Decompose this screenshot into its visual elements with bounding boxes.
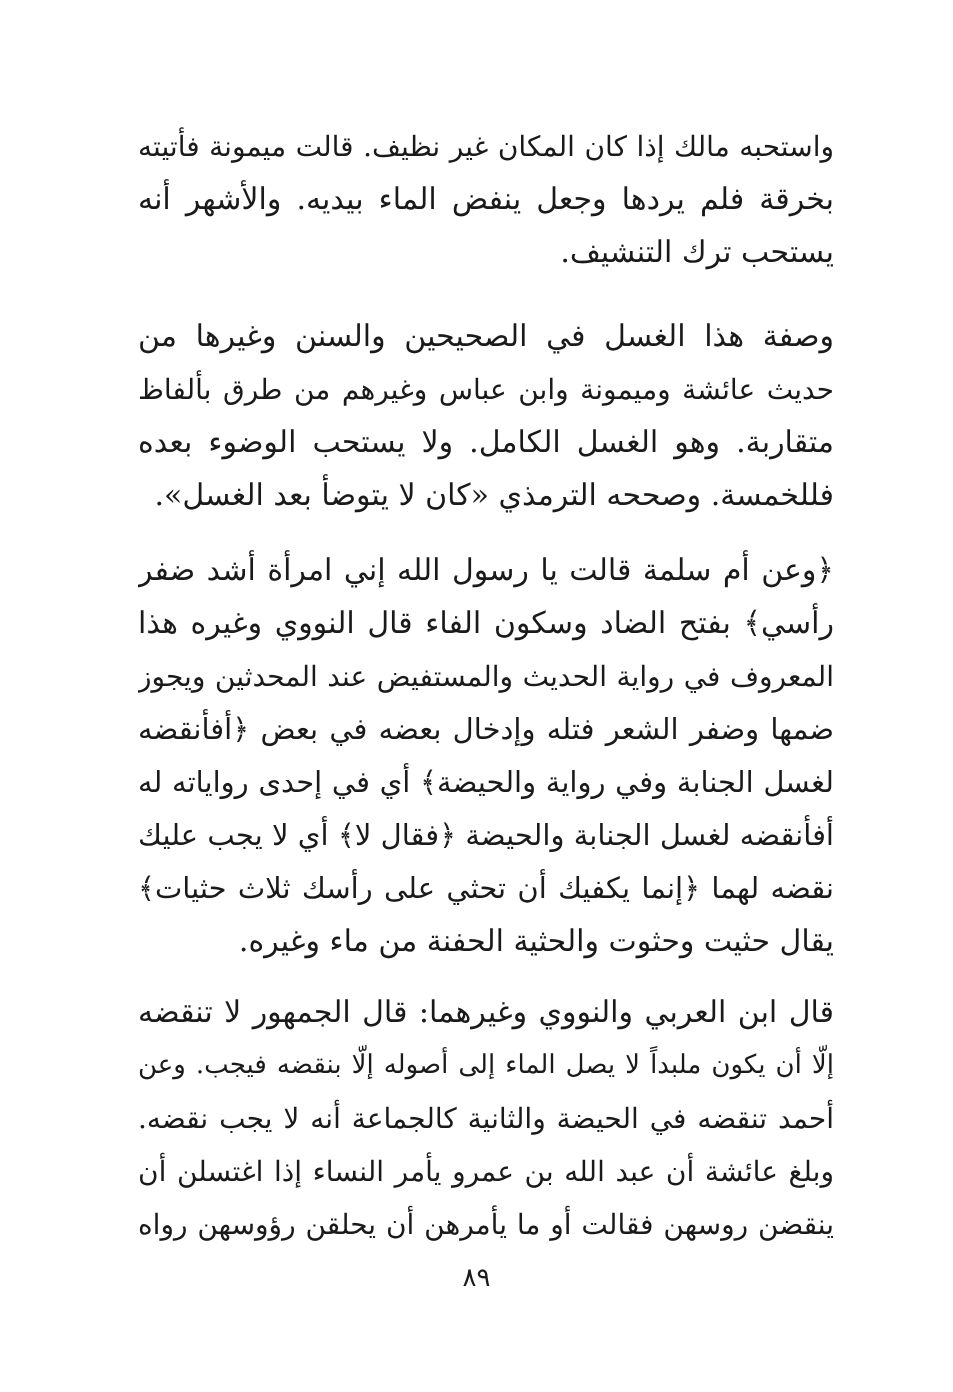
text-line: فللخمسة. وصححه الترمذي «كان لا يتوضأ بعد الغسل». (154, 478, 834, 513)
text-line: إلّا أن يكون ملبداً لا يصل الماء إلى أصوله إلّا بنقضه فيجب. وعن (138, 1050, 834, 1080)
paragraph-2 (138, 310, 834, 522)
text-line: قال ابن العربي والنووي وغيرهما: قال الجمهور لا تنقضه (138, 995, 834, 1030)
text-line: بخرقة فلم يردها وجعل ينفض الماء بيديه. والأشهر أنه (138, 182, 834, 217)
text-line: حديث عائشة وميمونة وابن عباس وغيرهم من طرق بألفاظ (138, 373, 834, 406)
text-line: وبلغ عائشة أن عبد الله بن عمرو يأمر النساء إذا اغتسلن أن (138, 1155, 834, 1188)
text-line: متقاربة. وهو الغسل الكامل. ولا يستحب الوضوء بعده (138, 425, 834, 460)
text-line: أحمد تنقضه في الحيضة والثانية كالجماعة أنه لا يجب نقضه. (138, 1102, 834, 1135)
text-line: نقضه لهما ﴿إنما يكفيك أن تحثي على رأسك ثلاث حثيات﴾ (138, 871, 834, 905)
text-line: ينقضن روسهن فقالت أو ما يأمرهن أن يحلقن رؤوسهن رواه (138, 1208, 834, 1241)
text-line: وصفة هذا الغسل في الصحيحين والسنن وغيرها من (138, 319, 834, 354)
text-line: يستحب ترك التنشيف. (560, 235, 834, 270)
text-line: واستحبه مالك إذا كان المكان غير نظيف. قالت ميمونة فأتيته (138, 130, 834, 163)
text-line: رأسي﴾ بفتح الضاد وسكون الفاء قال النووي وغيره هذا (138, 606, 834, 641)
text-line: أفأنقضه لغسل الجنابة والحيضة ﴿فقال لا﴾ أي لا يجب عليك (138, 818, 834, 852)
paragraph-3 (138, 544, 834, 968)
page-number: ٨٩ (462, 1263, 491, 1293)
text-line: يقال حثيت وحثوت والحثية الحفنة من ماء وغيره. (238, 924, 834, 959)
text-line: ضمها وضفر الشعر فتله وإدخال بعضه في بعض ﴿أفأنقضه (138, 712, 834, 746)
text-line: لغسل الجنابة وفي رواية والحيضة﴾ أي في إحدى رواياته له (138, 765, 834, 799)
text-line: ﴿وعن أم سلمة قالت يا رسول الله إني امرأة أشد ضفر (138, 553, 834, 588)
paragraph-4 (138, 986, 834, 1251)
text-line: المعروف في رواية الحديث والمستفيض عند المحدثين ويجوز (138, 660, 834, 693)
paragraph-1 (138, 120, 834, 279)
